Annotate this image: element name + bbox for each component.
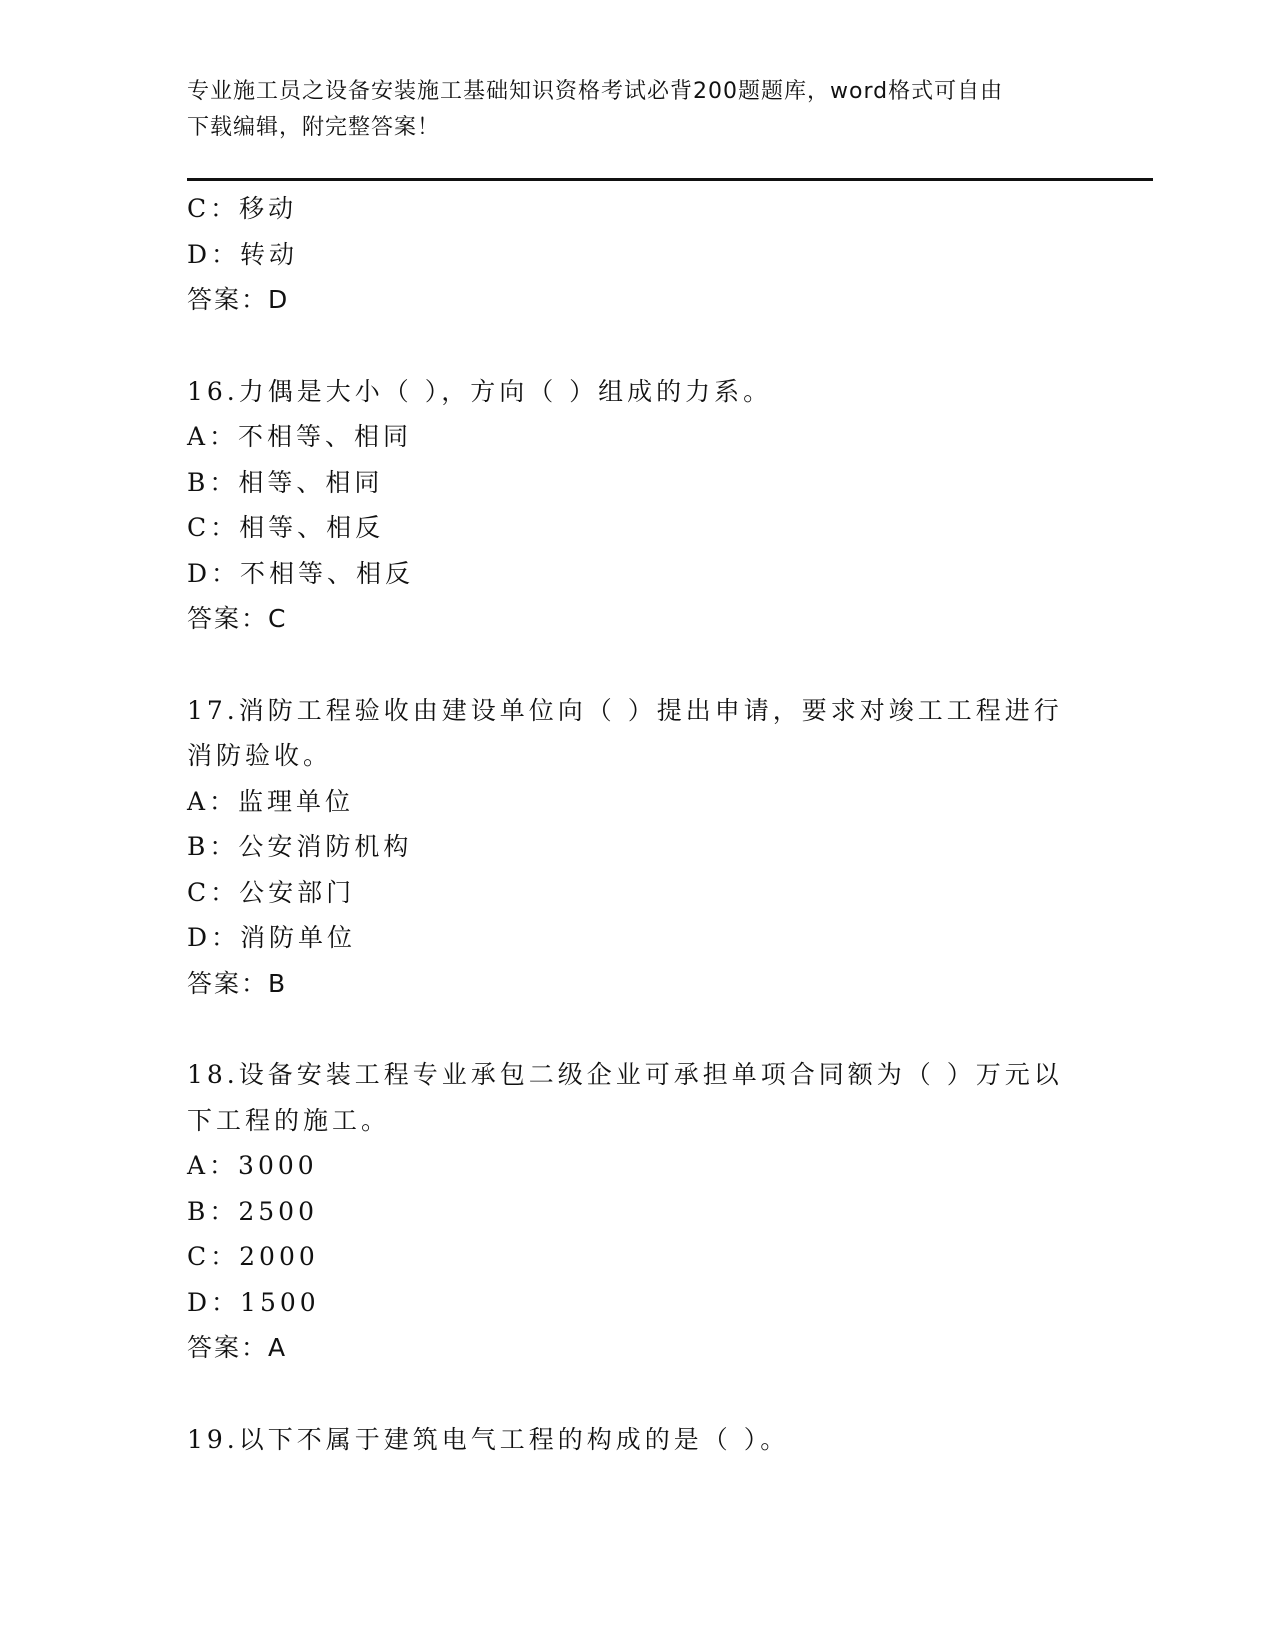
question-stem: 19.以下不属于建筑电气工程的构成的是（ ）。 (187, 1424, 790, 1454)
question-19 (187, 1417, 1067, 1463)
question-18 (187, 1052, 1067, 1371)
question-17 (187, 688, 1067, 1007)
option-c: C：相等、相反 (187, 513, 385, 542)
question-15 (187, 186, 1067, 323)
option-b: B：2500 (187, 1196, 318, 1226)
question-stem-continued: 消防验收。 (187, 741, 333, 770)
option-b: B：相等、相同 (187, 467, 384, 497)
question-16 (187, 369, 1067, 642)
question-stem-continued: 下工程的施工。 (187, 1105, 391, 1135)
option-b: B：公安消防机构 (187, 832, 413, 861)
question-stem: 17.消防工程验收由建设单位向（ ）提出申请，要求对竣工工程进行 (187, 695, 1063, 725)
question-stem: 16.力偶是大小（ ），方向（ ）组成的力系。 (187, 376, 773, 406)
option-d: D：消防单位 (187, 923, 357, 952)
spacer (187, 1371, 1067, 1417)
header-divider (187, 178, 1153, 181)
option-d: D：1500 (187, 1287, 320, 1317)
option-a: A：不相等、相同 (187, 422, 413, 451)
question-list (187, 186, 1067, 1462)
option-c: C：公安部门 (187, 877, 356, 907)
answer: 答案：B (187, 968, 288, 998)
option-c: C：移动 (187, 194, 298, 223)
spacer (187, 642, 1067, 688)
option-a: A：3000 (187, 1151, 318, 1180)
question-stem: 18.设备安装工程专业承包二级企业可承担单项合同额为（ ）万元以 (187, 1060, 1063, 1089)
option-a: A：监理单位 (187, 786, 355, 816)
spacer (187, 1006, 1067, 1052)
answer: 答案：D (187, 285, 290, 314)
header-line-2: 下载编辑，附完整答案！ (187, 115, 441, 140)
option-c: C：2000 (187, 1242, 319, 1271)
answer: 答案：C (187, 604, 288, 633)
document-header (187, 74, 1067, 146)
option-d: D：转动 (187, 239, 299, 269)
spacer (187, 323, 1067, 369)
option-d: D：不相等、相反 (187, 558, 415, 588)
header-line-1: 专业施工员之设备安装施工基础知识资格考试必背200题题库，word格式可自由 (187, 79, 1004, 104)
answer: 答案：A (187, 1333, 288, 1362)
